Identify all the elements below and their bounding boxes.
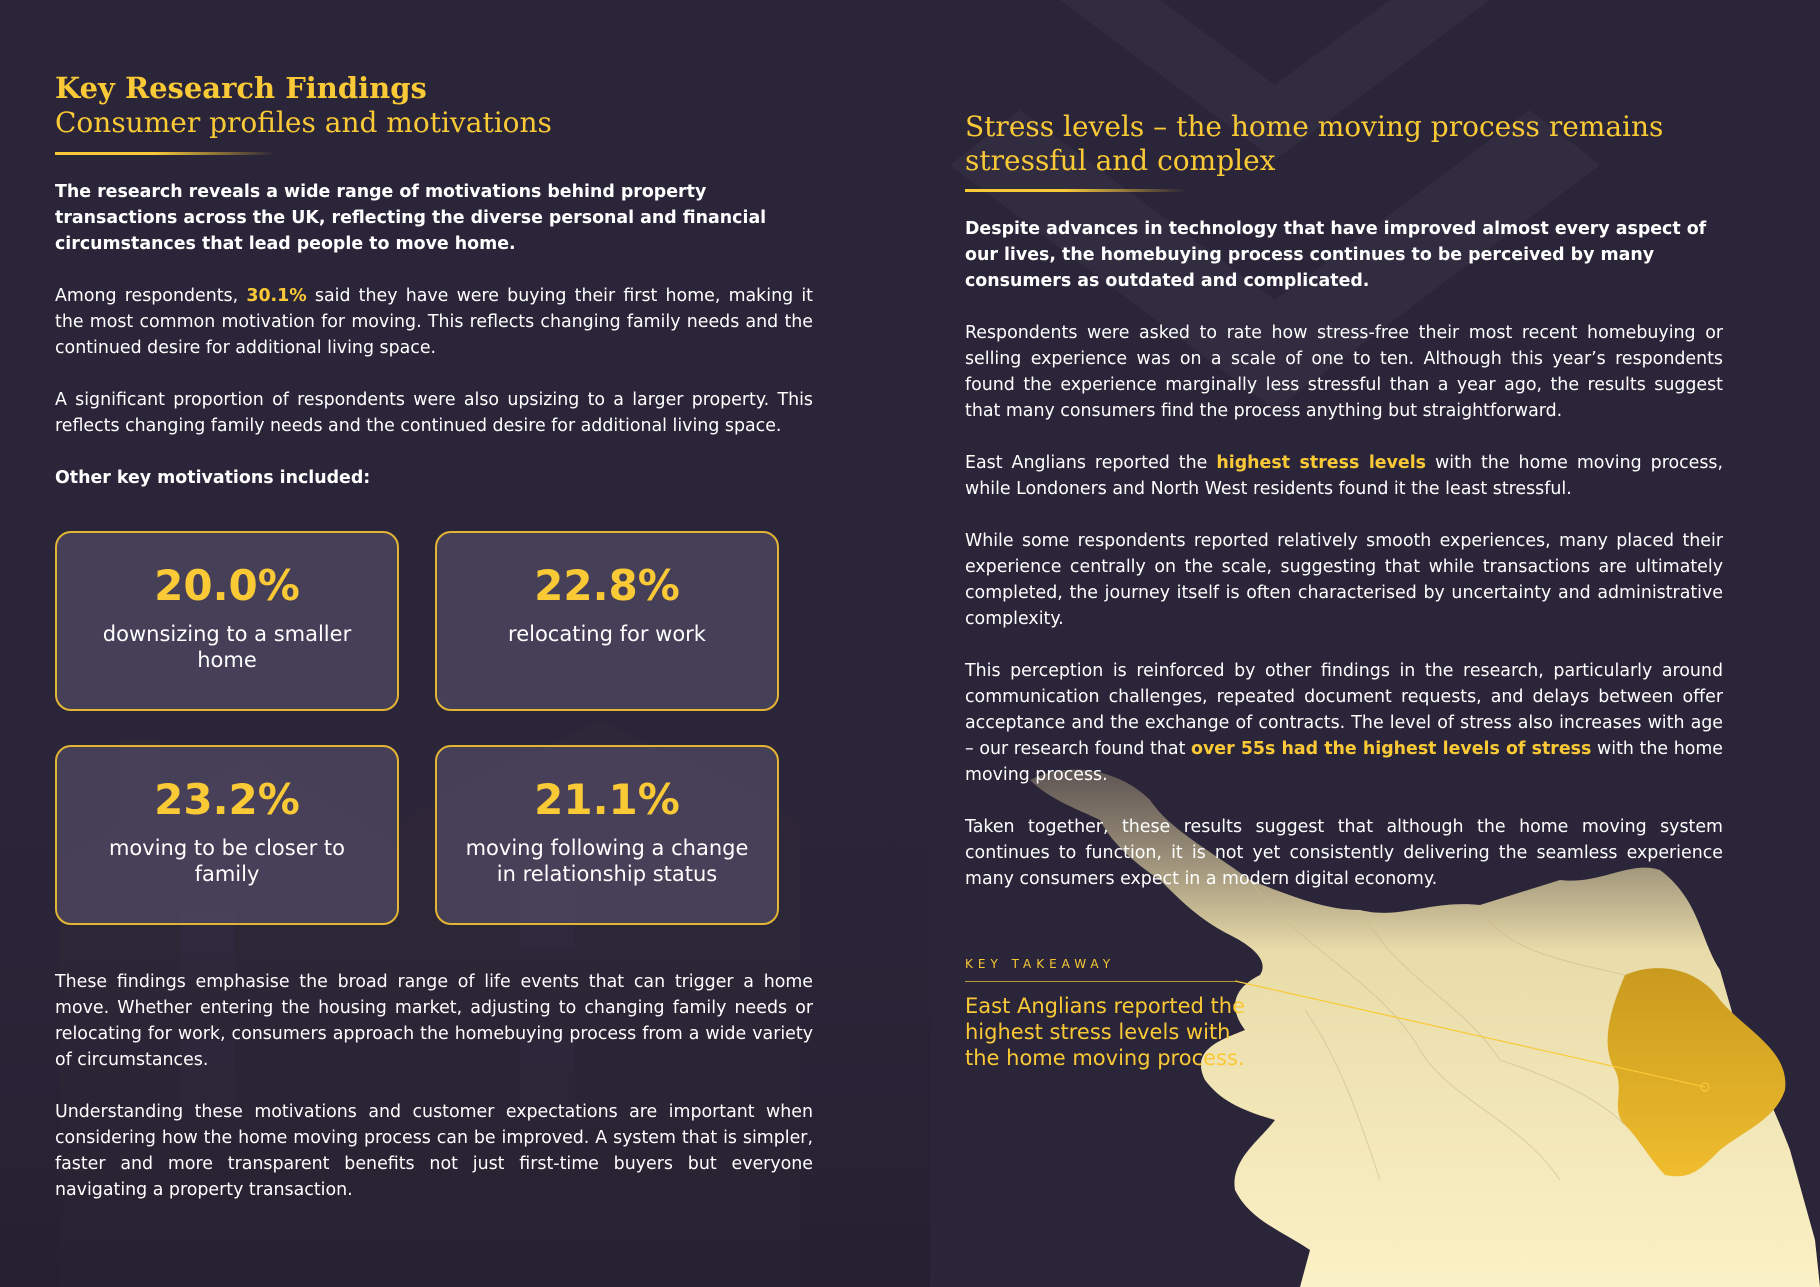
stat-card-relocating <box>435 531 779 711</box>
stat-value: 20.0% <box>154 560 300 610</box>
paragraph-perception <box>965 658 1723 788</box>
stress-section-title: Stress levels – the home moving process remains stressful and complex <box>965 110 1664 177</box>
left-column <box>55 70 813 1229</box>
stat-value: 23.2% <box>154 774 300 824</box>
title-underline <box>55 152 275 155</box>
highlight-stress: highest stress levels <box>1216 453 1427 474</box>
text-segment: with the home moving process. <box>965 739 1723 786</box>
text-segment: Among respondents, <box>55 285 247 306</box>
stat-label: relocating for work <box>508 622 706 647</box>
paragraph-rating: Respondents were asked to rate how stress-free their most recent homebuying or selling experience was on a scale of one to ten. Although this year’s respondents found the experience marginally less stressful than a year ago, the results suggest that many consumers find the process anything but straightforward. <box>965 323 1723 422</box>
motivations-label: Other key motivations included: <box>55 467 371 488</box>
stat-card-relationship <box>435 745 779 925</box>
highlight-over-55s: over 55s had the highest levels of stress <box>1191 739 1592 760</box>
text-segment: with the home moving process, while Londoners and North West residents found it the least stressful. <box>965 453 1724 500</box>
stat-card-family <box>55 745 399 925</box>
section-subtitle: Consumer profiles and motivations <box>55 106 552 140</box>
stat-grid <box>55 531 813 925</box>
stat-label: moving following a change in relationship status <box>465 836 749 887</box>
stat-label: downsizing to a smaller home <box>102 622 352 673</box>
lead-paragraph: Despite advances in technology that have improved almost every aspect of our lives, the homebuying process continues to be perceived by many consumers as outdated and complicated. <box>965 219 1707 292</box>
key-takeaway-kicker: KEY TAKEAWAY <box>965 957 1116 971</box>
key-takeaway-text: East Anglians reported the highest stress levels with the home moving process. <box>965 994 1245 1070</box>
takeaway-divider <box>965 981 1235 982</box>
stat-card-downsizing <box>55 531 399 711</box>
paragraph-expectations: Understanding these motivations and customer expectations are important when considering how the home moving process can be improved. A system that is simpler, faster and more transparent benefits not just first-time buyers but everyone navigating a property transaction. <box>55 1101 813 1200</box>
stat-value: 21.1% <box>534 774 680 824</box>
lead-paragraph: The research reveals a wide range of motivations behind property transactions across the UK, reflecting the diverse personal and financial circumstances that lead people to move home. <box>55 181 767 254</box>
paragraph-east-anglia <box>965 450 1723 502</box>
page-title: Key Research Findings <box>55 71 427 105</box>
title-underline <box>965 189 1185 192</box>
text-segment: said they have were buying their first home, making it the most common motivation for moving. This reflects changing family needs and the continued desire for additional living space. <box>55 285 813 358</box>
paragraph-upsizing: A significant proportion of respondents were also upsizing to a larger property. This reflects changing family needs and the continued desire for additional living space. <box>55 389 813 436</box>
stat-label: moving to be closer to family <box>108 836 346 887</box>
paragraph-life-events: These findings emphasise the broad range of life events that can trigger a home move. Whether entering the housing market, adjusting to changing family needs or relocating for work, consumers approach the homebuying process from a wide variety of circumstances. <box>55 971 813 1070</box>
right-column <box>965 110 1723 918</box>
text-segment: East Anglians reported the <box>965 453 1217 474</box>
text-segment: This perception is reinforced by other findings in the research, particularly around communication challenges, repeated document requests, and delays between offer acceptance and the exchange of contracts. The level of stress also increases with age – our research found that <box>965 661 1723 760</box>
paragraph-conclusion: Taken together, these results suggest that although the home moving system continues to function, it is not yet consistently delivering the seamless experience many consumers expect in a modern digital economy. <box>965 817 1723 890</box>
highlight-first-home: 30.1% <box>246 285 307 306</box>
stat-value: 22.8% <box>534 560 680 610</box>
paragraph-smooth-experiences: While some respondents reported relatively smooth experiences, many placed their experience centrally on the scale, suggesting that while transactions are ultimately completed, the journey itself is often characterised by uncertainty and administrative complexity. <box>965 531 1723 630</box>
paragraph-first-home <box>55 283 813 361</box>
